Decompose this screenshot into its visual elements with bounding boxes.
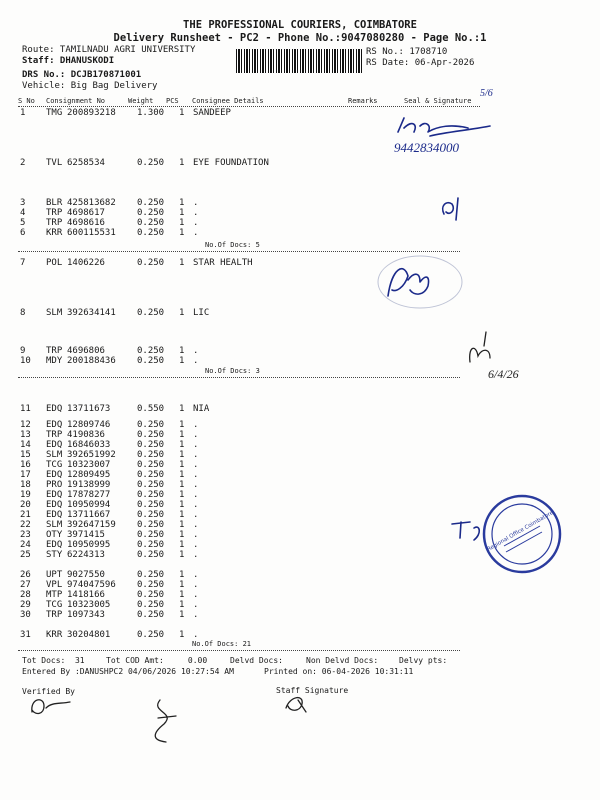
row-weight: 0.250 [137, 218, 165, 228]
row-consignee: . [193, 630, 199, 640]
row-consignment-no: 12809495 [67, 470, 111, 480]
row-sno: 26 [20, 570, 31, 580]
row-consignment-no: 1418166 [67, 590, 105, 600]
entered-by: Entered By :DANUSHPC2 04/06/2026 10:27:54 AM [22, 667, 234, 676]
row-origin-code: TVL [46, 158, 63, 168]
row-consignee: . [193, 580, 199, 590]
row-consignee: . [193, 356, 199, 366]
row-weight: 0.250 [137, 356, 165, 366]
row-consignee: . [193, 530, 199, 540]
row-consignment-no: 17878277 [67, 490, 111, 500]
row-consignee: . [193, 550, 199, 560]
row-origin-code: SLM [46, 520, 63, 530]
row-consignee: . [193, 228, 199, 238]
row-consignee: . [193, 198, 199, 208]
row-pcs: 1 [179, 550, 185, 560]
row-consignee: LIC [193, 308, 210, 318]
row-origin-code: KRR [46, 228, 63, 238]
runsheet-subtitle: Delivery Runsheet - PC2 - Phone No.:9047080280 - Page No.:1 [113, 32, 487, 44]
row-origin-code: EDQ [46, 470, 63, 480]
row-sno: 21 [20, 510, 31, 520]
row-sno: 8 [20, 308, 26, 318]
row-pcs: 1 [179, 510, 185, 520]
vehicle-label: Vehicle: Big Bag Delivery [22, 81, 158, 91]
route-label: Route: TAMILNADU AGRI UNIVERSITY [22, 45, 196, 55]
row-consignment-no: 10323005 [67, 600, 111, 610]
regional-office-stamp [484, 496, 560, 572]
row-origin-code: TCG [46, 600, 63, 610]
row-pcs: 1 [179, 228, 185, 238]
row-consignee: . [193, 420, 199, 430]
row-consignee: . [193, 460, 199, 470]
row-weight: 0.250 [137, 580, 165, 590]
handwritten-phone: 9442834000 [394, 140, 459, 155]
row-sno: 18 [20, 480, 31, 490]
group-note: No.Of Docs: 3 [205, 367, 260, 375]
rs-number: RS No.: 1708710 [366, 47, 448, 57]
row-consignee: . [193, 570, 199, 580]
row-origin-code: EDQ [46, 404, 63, 414]
row-sno: 5 [20, 218, 26, 228]
row-weight: 0.250 [137, 308, 165, 318]
row-consignee: EYE FOUNDATION [193, 158, 269, 168]
row-sno: 29 [20, 600, 31, 610]
row-weight: 0.250 [137, 470, 165, 480]
row-consignment-no: 19138999 [67, 480, 111, 490]
delivered-docs: Delvd Docs: [230, 656, 283, 665]
row-consignment-no: 200188436 [67, 356, 116, 366]
row-sno: 9 [20, 346, 26, 356]
row-consignment-no: 10950995 [67, 540, 111, 550]
row-consignment-no: 392651992 [67, 450, 116, 460]
row-consignee: . [193, 218, 199, 228]
row-consignment-no: 4190836 [67, 430, 105, 440]
row-sno: 4 [20, 208, 26, 218]
row-sno: 13 [20, 430, 31, 440]
col-pcs: PCS [166, 97, 179, 105]
row-sno: 3 [20, 198, 26, 208]
row-weight: 0.250 [137, 610, 165, 620]
col-consignment: Consignment No [46, 97, 106, 105]
row-sno: 12 [20, 420, 31, 430]
row-origin-code: EDQ [46, 500, 63, 510]
row-sno: 28 [20, 590, 31, 600]
row-sno: 31 [20, 630, 31, 640]
row-origin-code: EDQ [46, 440, 63, 450]
row-origin-code: EDQ [46, 490, 63, 500]
rs-date: RS Date: 06-Apr-2026 [366, 58, 475, 68]
row-weight: 0.250 [137, 440, 165, 450]
row-consignment-no: 4698616 [67, 218, 105, 228]
row-origin-code: BLR [46, 198, 63, 208]
row-weight: 0.250 [137, 510, 165, 520]
row-origin-code: MTP [46, 590, 63, 600]
row-consignee: . [193, 600, 199, 610]
row-consignment-no: 10950994 [67, 500, 111, 510]
row-consignee: . [193, 490, 199, 500]
row-consignee: . [193, 520, 199, 530]
row-pcs: 1 [179, 480, 185, 490]
row-consignment-no: 10323007 [67, 460, 111, 470]
row-origin-code: TMG [46, 108, 63, 118]
second-signature [155, 700, 176, 742]
row-consignee: . [193, 500, 199, 510]
row-consignee: . [193, 480, 199, 490]
row-consignment-no: 392647159 [67, 520, 116, 530]
row-weight: 0.250 [137, 570, 165, 580]
row-sno: 25 [20, 550, 31, 560]
row-sno: 30 [20, 610, 31, 620]
row-origin-code: SLM [46, 450, 63, 460]
row-consignment-no: 13711667 [67, 510, 111, 520]
delivery-points: Delvy pts: [399, 656, 448, 665]
handwritten-top-mark: 5/6 [480, 88, 493, 99]
stamp-text: Regional Office Coimbatore [486, 509, 555, 553]
row-sno: 22 [20, 520, 31, 530]
row-sno: 10 [20, 356, 31, 366]
row-consignment-no: 600115531 [67, 228, 116, 238]
row-pcs: 1 [179, 430, 185, 440]
row-consignment-no: 392634141 [67, 308, 116, 318]
row-pcs: 1 [179, 158, 185, 168]
row-consignee: . [193, 450, 199, 460]
row-consignment-no: 4696806 [67, 346, 105, 356]
row-consignment-no: 13711673 [67, 404, 111, 414]
row-pcs: 1 [179, 570, 185, 580]
row-origin-code: OTY [46, 530, 63, 540]
row-origin-code: TCG [46, 460, 63, 470]
verified-by-label: Verified By [22, 687, 75, 696]
col-remarks: Remarks [348, 97, 378, 105]
signature-rows-9-10 [470, 332, 490, 362]
row-sno: 15 [20, 450, 31, 460]
row-weight: 0.250 [137, 208, 165, 218]
row-consignee: . [193, 510, 199, 520]
row-sno: 27 [20, 580, 31, 590]
row-origin-code: UPT [46, 570, 63, 580]
row-origin-code: EDQ [46, 540, 63, 550]
row-pcs: 1 [179, 208, 185, 218]
row-pcs: 1 [179, 580, 185, 590]
row-weight: 0.250 [137, 600, 165, 610]
row-pcs: 1 [179, 610, 185, 620]
row-weight: 0.250 [137, 430, 165, 440]
verified-by-signature [32, 700, 70, 714]
row-consignee: . [193, 590, 199, 600]
row-consignment-no: 3971415 [67, 530, 105, 540]
signature-row-3 [443, 198, 458, 220]
row-pcs: 1 [179, 490, 185, 500]
row-pcs: 1 [179, 500, 185, 510]
row-weight: 0.250 [137, 530, 165, 540]
row-weight: 0.250 [137, 520, 165, 530]
total-cod-amount: Tot COD Amt: 0.00 [106, 656, 208, 665]
row-consignee: . [193, 430, 199, 440]
row-origin-code: TRP [46, 208, 63, 218]
total-docs: Tot Docs: 31 [22, 656, 85, 665]
row-consignment-no: 6224313 [67, 550, 105, 560]
row-origin-code: EDQ [46, 510, 63, 520]
row-sno: 1 [20, 108, 26, 118]
row-pcs: 1 [179, 440, 185, 450]
row-weight: 0.250 [137, 540, 165, 550]
row-sno: 7 [20, 258, 26, 268]
printed-on: Printed on: 06-04-2026 10:31:11 [264, 667, 414, 676]
col-sno: S No [18, 97, 35, 105]
row-consignment-no: 30204801 [67, 630, 111, 640]
row-pcs: 1 [179, 450, 185, 460]
group-note: No.Of Docs: 21 [192, 640, 252, 648]
row-pcs: 1 [179, 420, 185, 430]
staff-signature-mark [286, 698, 306, 712]
row-sno: 24 [20, 540, 31, 550]
row-origin-code: VPL [46, 580, 63, 590]
company-name: THE PROFESSIONAL COURIERS, COIMBATORE [183, 19, 417, 31]
staff-signature-label: Staff Signature [276, 686, 349, 695]
row-pcs: 1 [179, 530, 185, 540]
row-pcs: 1 [179, 520, 185, 530]
col-consignee: Consignee Details [192, 97, 264, 105]
row-weight: 0.250 [137, 228, 165, 238]
row-consignment-no: 974047596 [67, 580, 116, 590]
row-sno: 2 [20, 158, 26, 168]
non-delivered-docs: Non Delvd Docs: [306, 656, 379, 665]
row-weight: 0.250 [137, 630, 165, 640]
row-consignee: . [193, 470, 199, 480]
row-consignment-no: 16846033 [67, 440, 111, 450]
row-consignment-no: 1406226 [67, 258, 105, 268]
col-seal-signature: Seal & Signature [404, 97, 472, 105]
row-origin-code: POL [46, 258, 63, 268]
row-pcs: 1 [179, 218, 185, 228]
group-note: No.Of Docs: 5 [205, 241, 260, 249]
signature-row-1 [398, 118, 490, 136]
row-sno: 6 [20, 228, 26, 238]
row-weight: 0.250 [137, 450, 165, 460]
staff-label: Staff: DHANUSKODI [22, 56, 115, 66]
handwritten-date: 6/4/26 [488, 367, 519, 381]
row-weight: 0.250 [137, 420, 165, 430]
row-weight: 0.250 [137, 590, 165, 600]
star-health-stamp [378, 256, 462, 308]
row-origin-code: TRP [46, 610, 63, 620]
row-origin-code: MDY [46, 356, 63, 366]
row-weight: 0.550 [137, 404, 165, 414]
row-consignment-no: 9027550 [67, 570, 105, 580]
row-consignment-no: 4698617 [67, 208, 105, 218]
row-consignment-no: 200893218 [67, 108, 116, 118]
row-consignee: . [193, 610, 199, 620]
row-pcs: 1 [179, 346, 185, 356]
row-origin-code: KRR [46, 630, 63, 640]
row-pcs: 1 [179, 630, 185, 640]
row-weight: 0.250 [137, 258, 165, 268]
row-consignment-no: 12809746 [67, 420, 111, 430]
row-origin-code: SLM [46, 308, 63, 318]
row-origin-code: TRP [46, 430, 63, 440]
row-sno: 19 [20, 490, 31, 500]
row-consignment-no: 1097343 [67, 610, 105, 620]
row-pcs: 1 [179, 404, 185, 414]
col-weight: Weight [128, 97, 154, 105]
signature-tj [452, 522, 479, 540]
row-weight: 0.250 [137, 480, 165, 490]
row-weight: 0.250 [137, 158, 165, 168]
row-origin-code: STY [46, 550, 63, 560]
row-pcs: 1 [179, 590, 185, 600]
row-weight: 0.250 [137, 500, 165, 510]
row-pcs: 1 [179, 540, 185, 550]
row-sno: 16 [20, 460, 31, 470]
row-pcs: 1 [179, 258, 185, 268]
row-consignee: . [193, 440, 199, 450]
row-sno: 20 [20, 500, 31, 510]
row-consignee: . [193, 346, 199, 356]
row-consignee: . [193, 540, 199, 550]
row-origin-code: TRP [46, 346, 63, 356]
row-origin-code: PRO [46, 480, 63, 490]
row-consignment-no: 6258534 [67, 158, 105, 168]
row-consignee: . [193, 208, 199, 218]
row-sno: 14 [20, 440, 31, 450]
row-sno: 17 [20, 470, 31, 480]
row-consignment-no: 425813682 [67, 198, 116, 208]
row-consignee: SANDEEP [193, 108, 231, 118]
row-pcs: 1 [179, 198, 185, 208]
row-pcs: 1 [179, 600, 185, 610]
row-consignee: NIA [193, 404, 210, 414]
row-weight: 0.250 [137, 490, 165, 500]
row-pcs: 1 [179, 108, 185, 118]
row-weight: 0.250 [137, 198, 165, 208]
row-origin-code: EDQ [46, 420, 63, 430]
row-pcs: 1 [179, 308, 185, 318]
row-pcs: 1 [179, 460, 185, 470]
row-weight: 1.300 [137, 108, 165, 118]
drs-number: DRS No.: DCJB170871001 [22, 70, 142, 80]
row-consignee: STAR HEALTH [193, 258, 253, 268]
row-origin-code: TRP [46, 218, 63, 228]
row-sno: 11 [20, 404, 31, 414]
row-weight: 0.250 [137, 460, 165, 470]
row-sno: 23 [20, 530, 31, 540]
row-pcs: 1 [179, 356, 185, 366]
row-pcs: 1 [179, 470, 185, 480]
row-weight: 0.250 [137, 346, 165, 356]
row-weight: 0.250 [137, 550, 165, 560]
